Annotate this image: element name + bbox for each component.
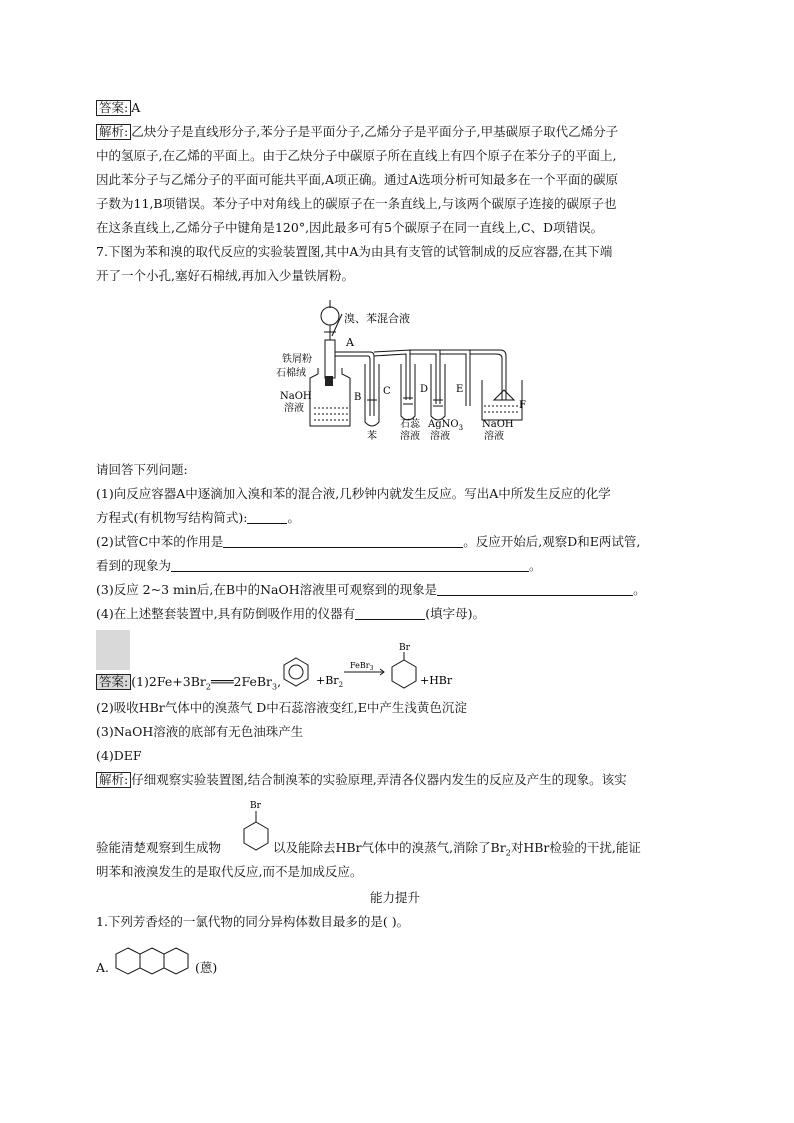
e-content-2: 溶液 bbox=[430, 431, 450, 442]
plus-br2: $+Br_2$ bbox=[316, 674, 344, 689]
question-7-stem-1: 7.下图为苯和溴的取代反应的实验装置图,其中A为由具有支管的试管制成的反应容器,在其下端 bbox=[96, 244, 613, 259]
funnel-label: 溴、苯混合液 bbox=[344, 312, 410, 325]
questions-prompt: 请回答下列问题: bbox=[96, 462, 188, 477]
analysis-text: 乙炔分子是直线形分子,苯分子是平面分子,乙烯分子是平面分子,甲基碳原子取代乙烯分子 bbox=[131, 124, 619, 139]
label-e: E bbox=[456, 384, 464, 395]
analysis-line-1 bbox=[96, 124, 618, 140]
d-content-1: 石蕊 bbox=[400, 419, 420, 430]
f-content-1: NaOH bbox=[482, 419, 514, 430]
analysis-7-line-1: 解析: 仔细观察实验装置图,结合制溴苯的实验原理,弄清各仪器内发生的反应及产生的现象。该实 bbox=[96, 772, 627, 788]
q2-line-2: 看到的现象为 。 bbox=[96, 558, 542, 573]
asbestos-label: 石棉绒 bbox=[276, 368, 306, 379]
anthracene-structure bbox=[114, 944, 198, 980]
f-content-2: 溶液 bbox=[484, 431, 504, 442]
answer-value: A bbox=[131, 100, 141, 115]
problem-1-stem: 1.下列芳香烃的一氯代物的同分异构体数目最多的是( )。 bbox=[96, 914, 410, 929]
analysis-line-2: 中的氢原子,在乙烯的平面上。由于乙炔分子中碳原子所在直线上有四个原子在苯分子的平面上, bbox=[96, 148, 617, 163]
analysis-line-5: 在这条直线上,乙烯分子中键角是120°,因此最多可有5个碳原子在同一直线上,C、D项错误。 bbox=[96, 220, 604, 235]
section-title: 能力提升 bbox=[370, 890, 421, 905]
label-a: A bbox=[346, 336, 354, 349]
answer-7-3: (3)NaOH溶液的底部有无色油珠产生 bbox=[96, 724, 304, 739]
e-content-1: AgNO$_3$ bbox=[428, 419, 464, 432]
answer-7-4: (4)DEF bbox=[96, 748, 142, 763]
br-substituent: Br bbox=[399, 643, 410, 653]
analysis-7-line-2: 验能清楚观察到生成物 以及能除去HBr气体中的溴蒸气,消除了$Br_2$对HBr检验的干扰,能证 bbox=[96, 840, 641, 858]
c-content: 苯 bbox=[367, 431, 377, 442]
catalyst: FeBr$_3$ bbox=[350, 661, 374, 672]
q3-blank[interactable] bbox=[437, 583, 633, 596]
naoh-b-label-2: 溶液 bbox=[284, 403, 304, 414]
iron-powder-label: 铁屑粉 bbox=[282, 354, 312, 365]
option-a[interactable]: A. (蒽) bbox=[96, 960, 218, 975]
analysis-7-label: 解析: bbox=[96, 772, 131, 788]
answer-line bbox=[96, 100, 140, 116]
q2-blank-2[interactable] bbox=[171, 559, 529, 572]
label-b: B bbox=[354, 392, 362, 403]
iron-powder-mark bbox=[325, 376, 333, 386]
answer-7-2: (2)吸收HBr气体中的溴蒸气 D中石蕊溶液变红,E中产生浅黄色沉淀 bbox=[96, 700, 467, 715]
q1-blank[interactable] bbox=[247, 511, 287, 524]
question-7-stem-2: 开了一个小孔,塞好石棉绒,再加入少量铁屑粉。 bbox=[96, 268, 354, 283]
br-label: Br bbox=[250, 801, 261, 811]
analysis-7-line-3: 明苯和液溴发生的是取代反应,而不是加成反应。 bbox=[96, 864, 363, 879]
apparatus-diagram bbox=[270, 296, 530, 448]
answer-grey-block bbox=[96, 630, 130, 670]
q4-line: (4)在上述整套装置中,具有防倒吸作用的仪器有 (填字母)。 bbox=[96, 606, 485, 621]
bromobenzene-icon bbox=[392, 660, 416, 688]
answer-label: 答案: bbox=[96, 100, 131, 116]
analysis-line-3: 因此苯分子与乙烯分子的平面可能共平面,A项正确。通过A选项分析可知最多在一个平面的碳原 bbox=[96, 172, 619, 187]
q4-blank[interactable] bbox=[355, 607, 425, 620]
d-content-2: 溶液 bbox=[400, 431, 420, 442]
answer-7-equations: 答案: $(1)2Fe+3Br_2═══2FeBr_3$, bbox=[96, 674, 281, 696]
q1-line-1: (1)向反应容器A中逐滴加入溴和苯的混合液,几秒钟内就发生反应。写出A中所发生反应的化学 bbox=[96, 486, 611, 501]
label-d: D bbox=[420, 384, 429, 395]
reaction-scheme bbox=[280, 643, 453, 694]
plus-hbr: +HBr bbox=[420, 674, 453, 687]
q1-line-2: 方程式(有机物写结构简式): 。 bbox=[96, 510, 300, 525]
answer-7-label: 答案: bbox=[96, 674, 131, 690]
q3-line: (3)反应 2~3 min后,在B中的NaOH溶液里可观察到的现象是 。 bbox=[96, 582, 646, 597]
naoh-b-label-1: NaOH bbox=[280, 391, 312, 402]
analysis-line-4: 子数为11,B项错误。苯分子中对角线上的碳原子在一条直线上,与该两个碳原子连接的碳原子也 bbox=[96, 196, 617, 211]
analysis-label: 解析: bbox=[96, 124, 131, 140]
q2-blank-1[interactable] bbox=[223, 535, 463, 548]
label-f: F bbox=[519, 400, 526, 411]
label-c: C bbox=[383, 386, 391, 397]
benzene-icon bbox=[284, 658, 308, 686]
q2-line-1: (2)试管C中苯的作用是 。反应开始后,观察D和E两试管, bbox=[96, 534, 641, 549]
